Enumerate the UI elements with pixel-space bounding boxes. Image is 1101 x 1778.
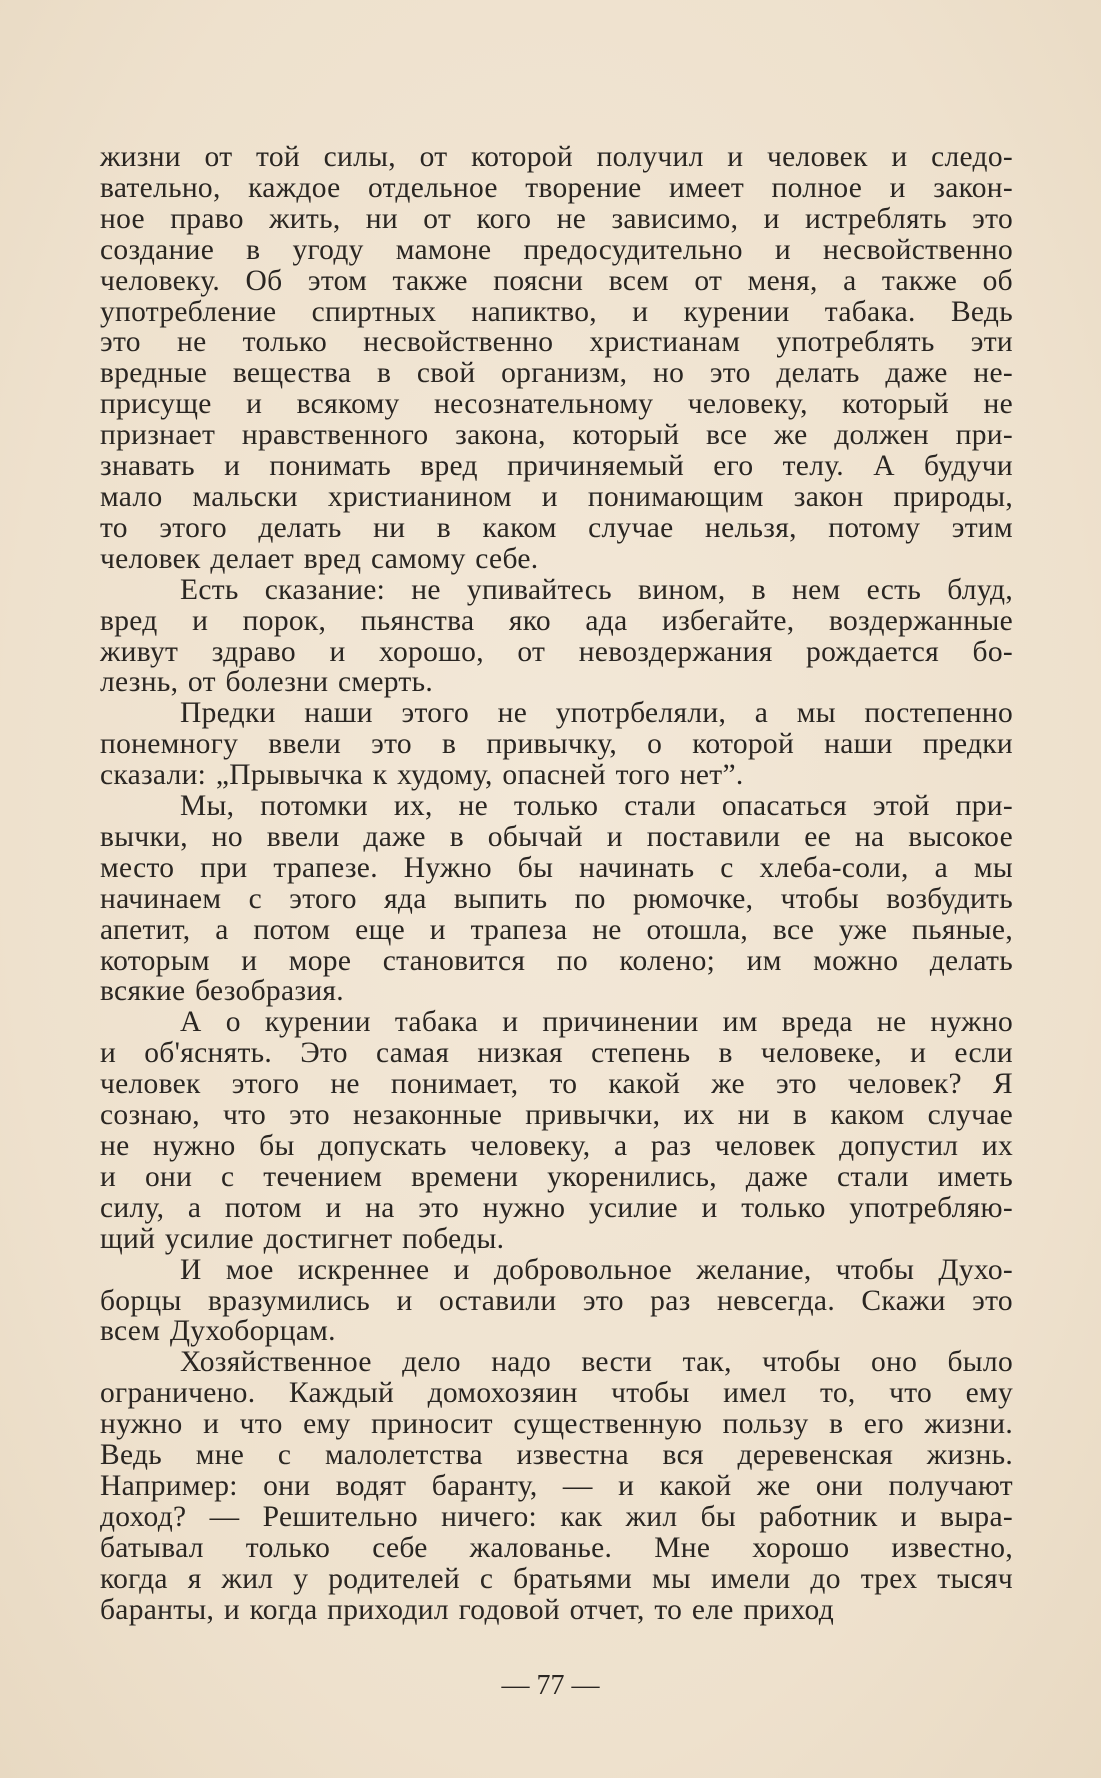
text-line: щий усилие достигнет победы.: [100, 1222, 505, 1255]
paragraph: [100, 698, 1013, 791]
text-line: Хозяйственное дело надо вести так, чтобы оно было: [180, 1346, 1013, 1379]
paragraph: [100, 1007, 1013, 1254]
text-line: употребление спиртных напиктво, и курении табака. Ведь: [100, 295, 1013, 328]
text-line: силу, а потом и на это нужно усилие и только употребляю-: [100, 1191, 1013, 1224]
text-line: признает нравственного закона, который все же должен при-: [100, 419, 1013, 452]
text-line: присуще и всякому несознательному человеку, который не: [100, 388, 1013, 421]
text-line: борцы вразумились и оставили это раз невсегда. Скажи это: [100, 1284, 1013, 1317]
text-line: человеку. Об этом также поясни всем от меня, а также об: [100, 264, 1013, 297]
text-line: батывал только себе жалованье. Мне хорошо известно,: [100, 1531, 1013, 1564]
text-line: ное право жить, ни от кого не зависимо, и истреблять это: [100, 202, 1013, 235]
text-line: то этого делать ни в каком случае нельзя, потому этим: [100, 511, 1013, 544]
text-line: доход? — Решительно ничего: как жил бы работник и выра-: [100, 1500, 1013, 1533]
text-line: понемногу ввели это в привычку, о которой наши предки: [100, 728, 1013, 761]
text-line: мало мальски христианином и понимающим закон природы,: [100, 480, 1013, 513]
text-line: знавать и понимать вред причиняемый его телу. А будучи: [100, 450, 1013, 483]
text-line: жизни от той силы, от которой получил и человек и следо-: [100, 141, 1013, 173]
text-line: и они с течением времени укоренились, даже стали иметь: [100, 1160, 1013, 1193]
text-line: сознаю, что это незаконные привычки, их ни в каком случае: [100, 1099, 1013, 1132]
text-line: Ведь мне с малолетства известна вся деревенская жизнь.: [100, 1439, 1013, 1472]
text-line: Предки наши этого не употрбеляли, а мы постепенно: [180, 697, 1013, 730]
text-line: человек делает вред самому себе.: [100, 542, 539, 575]
text-line: вред и порок, пьянства яко ада избегайте, воздержанные: [100, 604, 1013, 637]
paragraph: [100, 791, 1013, 1007]
text-line: не нужно бы допускать человеку, а раз человек допустил их: [100, 1130, 1013, 1162]
text-line: место при трапезе. Нужно бы начинать с хлеба-соли, а мы: [100, 851, 1013, 884]
paragraph: [100, 142, 1013, 575]
text-line: всякие безобразия.: [100, 975, 344, 1008]
text-line: вычки, но ввели даже в обычай и поставили ее на высокое: [100, 820, 1013, 853]
text-line: лезнь, от болезни смерть.: [100, 666, 434, 699]
text-line: и об'яснять. Это самая низкая степень в человеке, и если: [100, 1037, 1013, 1070]
text-line: ограничено. Каждый домохозяин чтобы имел то, что ему: [100, 1377, 1013, 1410]
text-line: человек этого не понимает, то какой же это человек? Я: [100, 1068, 1013, 1101]
text-line: живут здраво и хорошо, от невоздержания рождается бо-: [100, 635, 1013, 668]
text-line: А о курении табака и причинении им вреда не нужно: [180, 1006, 1013, 1039]
page-number: — 77 —: [501, 1670, 600, 1701]
paragraph: [100, 1347, 1013, 1625]
paragraph: [100, 1255, 1013, 1348]
text-line: Есть сказание: не упивайтесь вином, в нем есть блуд,: [180, 573, 1013, 606]
text-line: Мы, потомки их, не только стали опасаться этой при-: [180, 790, 1013, 823]
text-line: Например: они водят баранту, — и какой же они получают: [100, 1469, 1013, 1502]
text-line: когда я жил у родителей с братьями мы имели до трех тысяч: [100, 1562, 1013, 1595]
text-line: баранты, и когда приходил годовой отчет, то еле приход: [100, 1593, 835, 1626]
text-line: создание в угоду мамоне предосудительно и несвойственно: [100, 233, 1013, 266]
text-line: апетит, а потом еще и трапеза не отошла, все уже пьяные,: [100, 913, 1013, 946]
text-line: вредные вещества в свой организм, но это делать даже не-: [100, 357, 1013, 390]
text-line: нужно и что ему приносит существенную пользу в его жизни.: [100, 1408, 1013, 1441]
text-line: всем Духоборцам.: [100, 1315, 336, 1348]
paragraph: [100, 575, 1013, 699]
text-line: сказали: „Прывычка к худому, опасней того нет”.: [100, 759, 744, 792]
text-line: И мое искреннее и добровольное желание, чтобы Духо-: [180, 1253, 1013, 1286]
text-line: вательно, каждое отдельное творение имеет полное и закон-: [100, 171, 1013, 204]
text-line: начинаем с этого яда выпить по рюмочке, чтобы возбудить: [100, 882, 1013, 915]
body-text: [100, 142, 1013, 1626]
text-line: которым и море становится по колено; им можно делать: [100, 944, 1013, 977]
text-line: это не только несвойственно христианам употреблять эти: [100, 326, 1013, 359]
